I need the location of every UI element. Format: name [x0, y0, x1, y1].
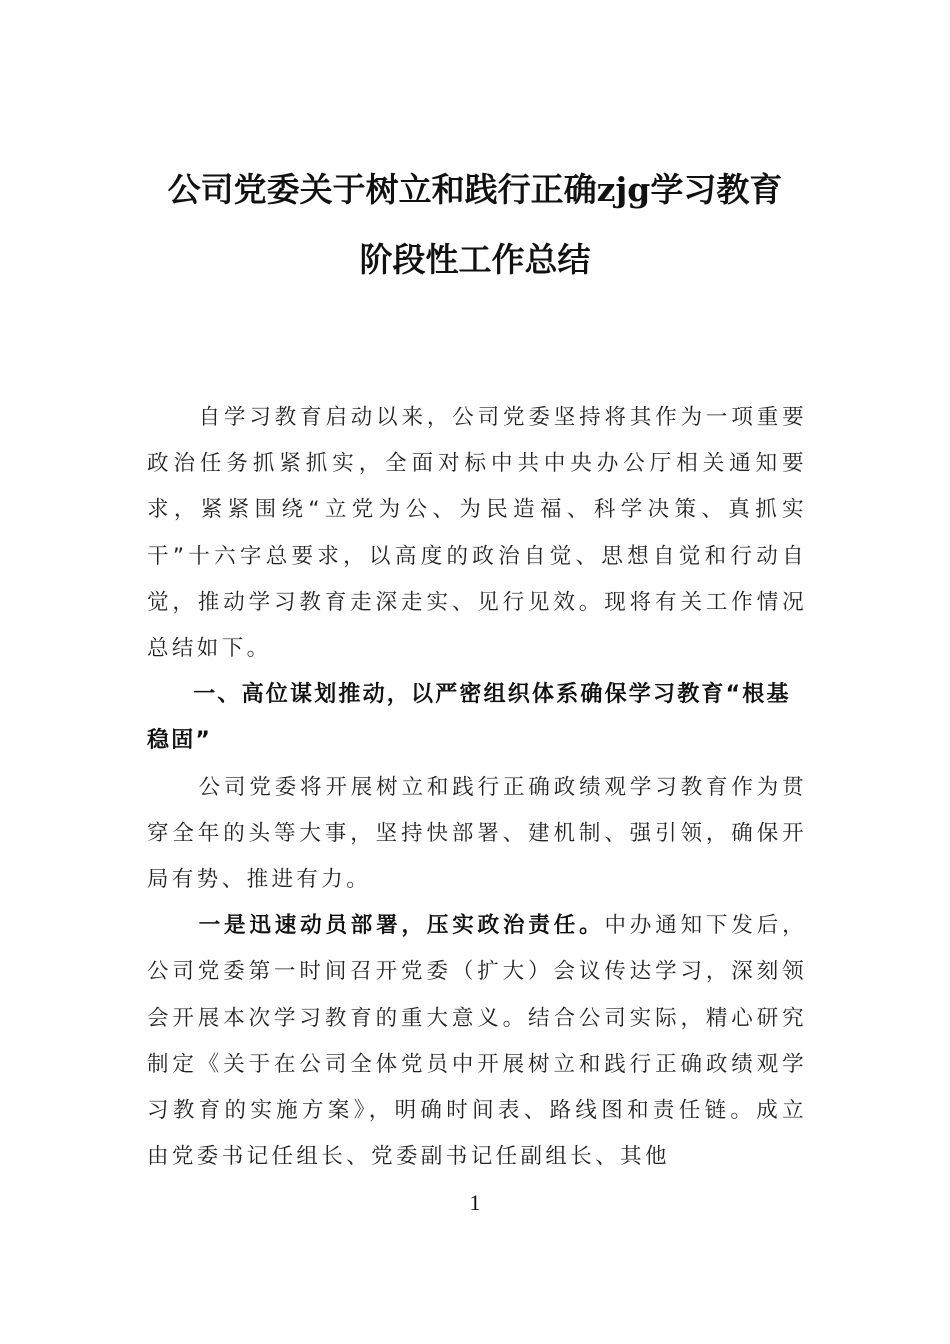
document-title-line-2: 阶段性工作总结 [359, 240, 591, 279]
page-number: 1 [469, 1190, 481, 1215]
section-1-heading: 一、高位谋划推动，以严密组织体系确保学习教育“根基稳固” [147, 682, 791, 754]
document-body [147, 395, 807, 1180]
point-1-body: 中办通知下发后，公司党委第一时间召开党委（扩大）会议传达学习，深刻领会开展本次学习教育的重大意义。结合公司实际，精心研究制定《关于在公司全体党员中开展树立和践行正确政绩观学习教育的实施方案》，明确时间表、路线图和责任链。成立由党委书记任组长、党委副书记任副组长、其他 [147, 913, 808, 1170]
point-1-paragraph [147, 903, 807, 1180]
document-title-line-1: 公司党委关于树立和践行正确zjg学习教育 [167, 170, 783, 209]
section-1-paragraph: 公司党委将开展树立和践行正确政绩观学习教育作为贯穿全年的头等大事，坚持快部署、建机制、强引领，确保开局有势、推进有力。 [147, 774, 807, 893]
point-1-lead: 一是迅速动员部署，压实政治责任。 [198, 913, 605, 939]
intro-paragraph: 自学习教育启动以来，公司党委坚持将其作为一项重要政治任务抓紧抓实，全面对标中共中央办公厅相关通知要求，紧紧围绕“立党为公、为民造福、科学决策、真抓实干”十六字总要求，以高度的政治自觉、思想自觉和行动自觉，推动学习教育走深走实、见行见效。现将有关工作情况总结如下。 [147, 405, 807, 662]
